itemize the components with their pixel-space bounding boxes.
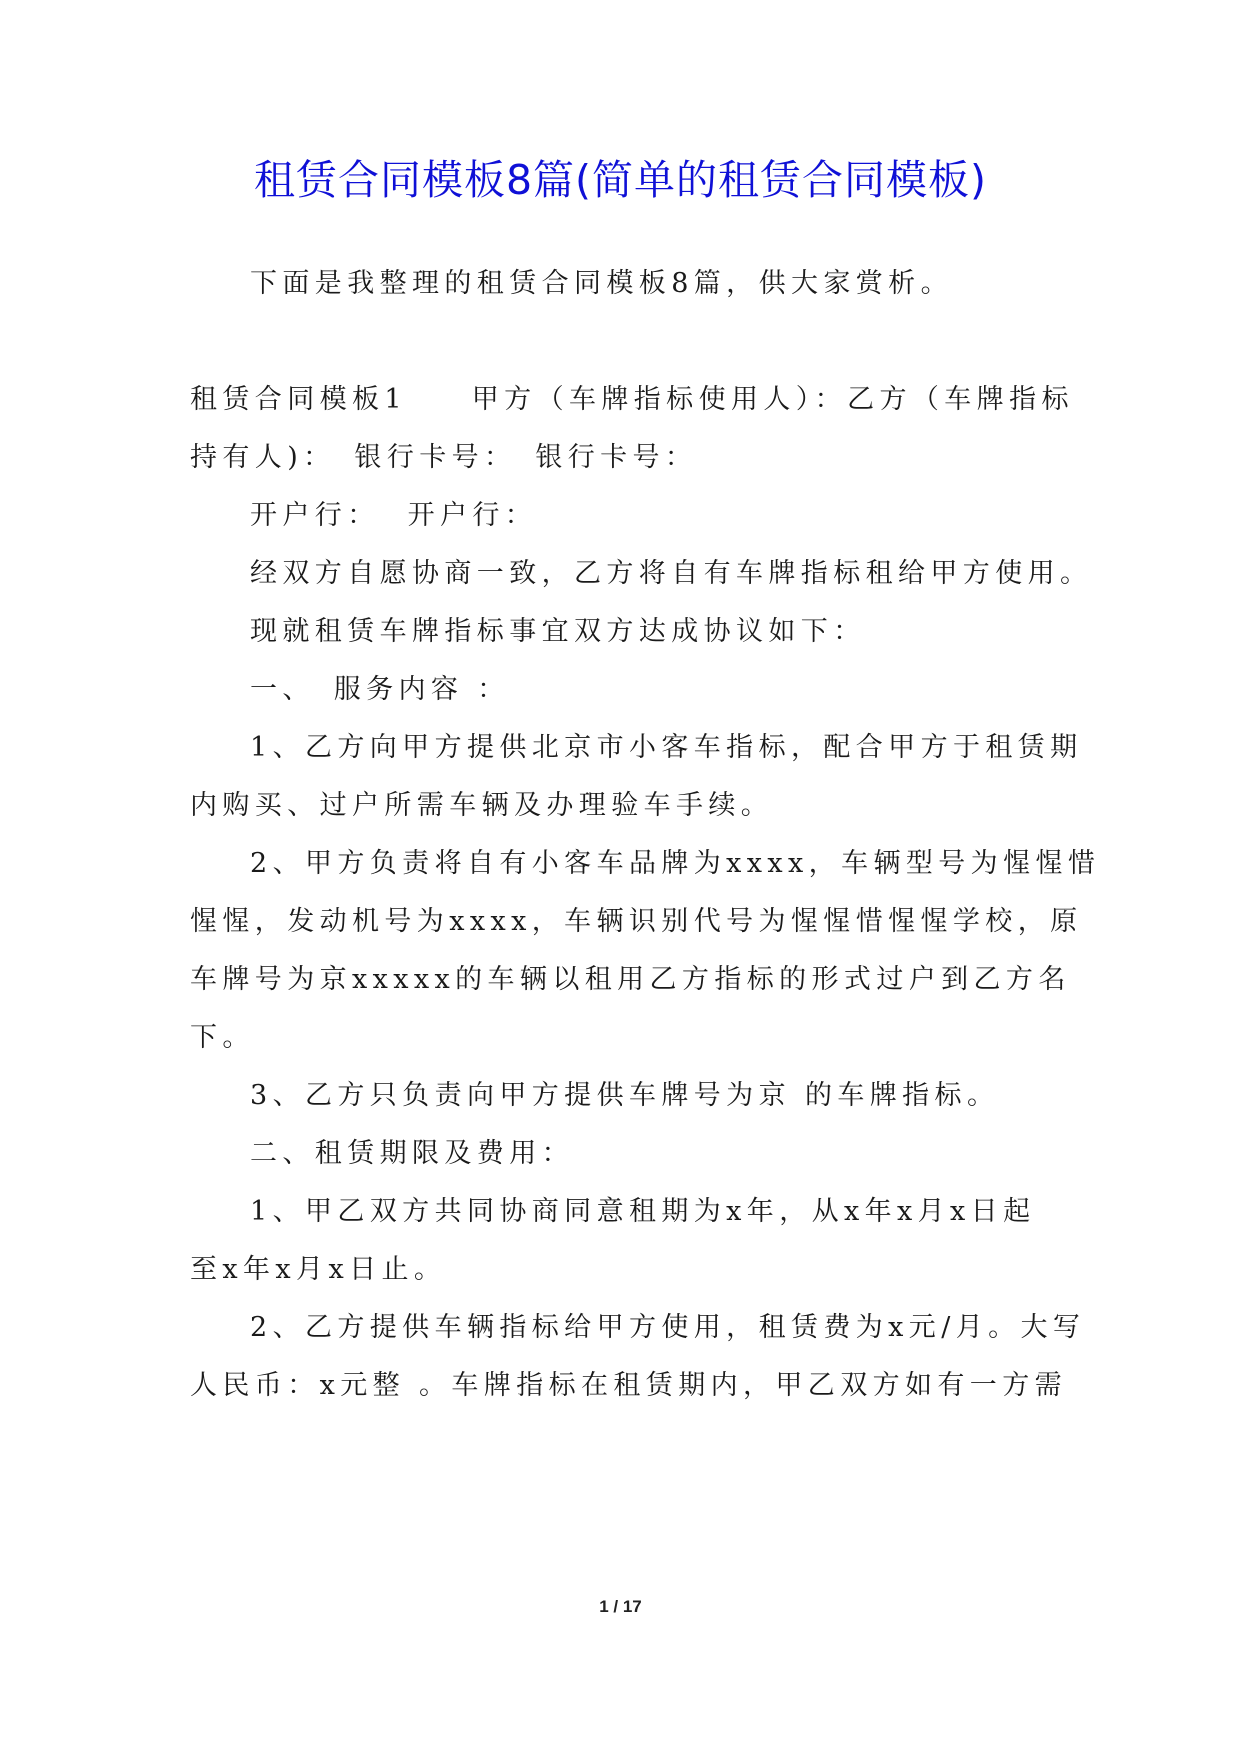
body-line: 1、甲乙双方共同协商同意租期为x年，从x年x月x日起 xyxy=(250,1196,1036,1227)
body-line: 内购买、过户所需车辆及办理验车手续。 xyxy=(190,790,774,821)
body-line: 租赁合同模板1 甲方（车牌指标使用人）：乙方（车牌指标 xyxy=(190,384,1074,415)
body-line: 车牌号为京xxxxx的车辆以租用乙方指标的形式过户到乙方名 xyxy=(190,964,1071,995)
body-line: 下。 xyxy=(190,1022,255,1053)
section-heading: 二、租赁期限及费用： xyxy=(250,1138,574,1169)
document-title: 租赁合同模板8篇(简单的租赁合同模板) xyxy=(253,156,988,204)
body-line: 2、甲方负责将自有小客车品牌为xxxx，车辆型号为惺惺惜 xyxy=(250,848,1101,879)
body-line: 经双方自愿协商一致，乙方将自有车牌指标租给甲方使用。 xyxy=(250,558,1093,589)
body-line: 惺惺，发动机号为xxxx，车辆识别代号为惺惺惜惺惺学校，原 xyxy=(190,906,1083,937)
intro-paragraph: 下面是我整理的租赁合同模板8篇，供大家赏析。 xyxy=(250,268,953,299)
section-heading: 一、 服务内容 ： xyxy=(250,674,510,705)
body-line: 3、乙方只负责向甲方提供车牌号为京 的车牌指标。 xyxy=(250,1080,1000,1111)
body-line: 至x年x月x日止。 xyxy=(190,1254,447,1285)
body-line: 持有人)： 银行卡号： 银行卡号： xyxy=(190,442,698,473)
body-line: 现就租赁车牌指标事宜双方达成协议如下： xyxy=(250,616,866,647)
page-number: 1 / 17 xyxy=(599,1597,642,1616)
body-line: 开户行： 开户行： xyxy=(250,500,538,531)
body-line: 2、乙方提供车辆指标给甲方使用，租赁费为x元/月。大写 xyxy=(250,1312,1086,1343)
body-line: 1、乙方向甲方提供北京市小客车指标，配合甲方于租赁期 xyxy=(250,732,1083,763)
body-line: 人民币：x元整 。车牌指标在租赁期内，甲乙双方如有一方需 xyxy=(190,1370,1068,1401)
